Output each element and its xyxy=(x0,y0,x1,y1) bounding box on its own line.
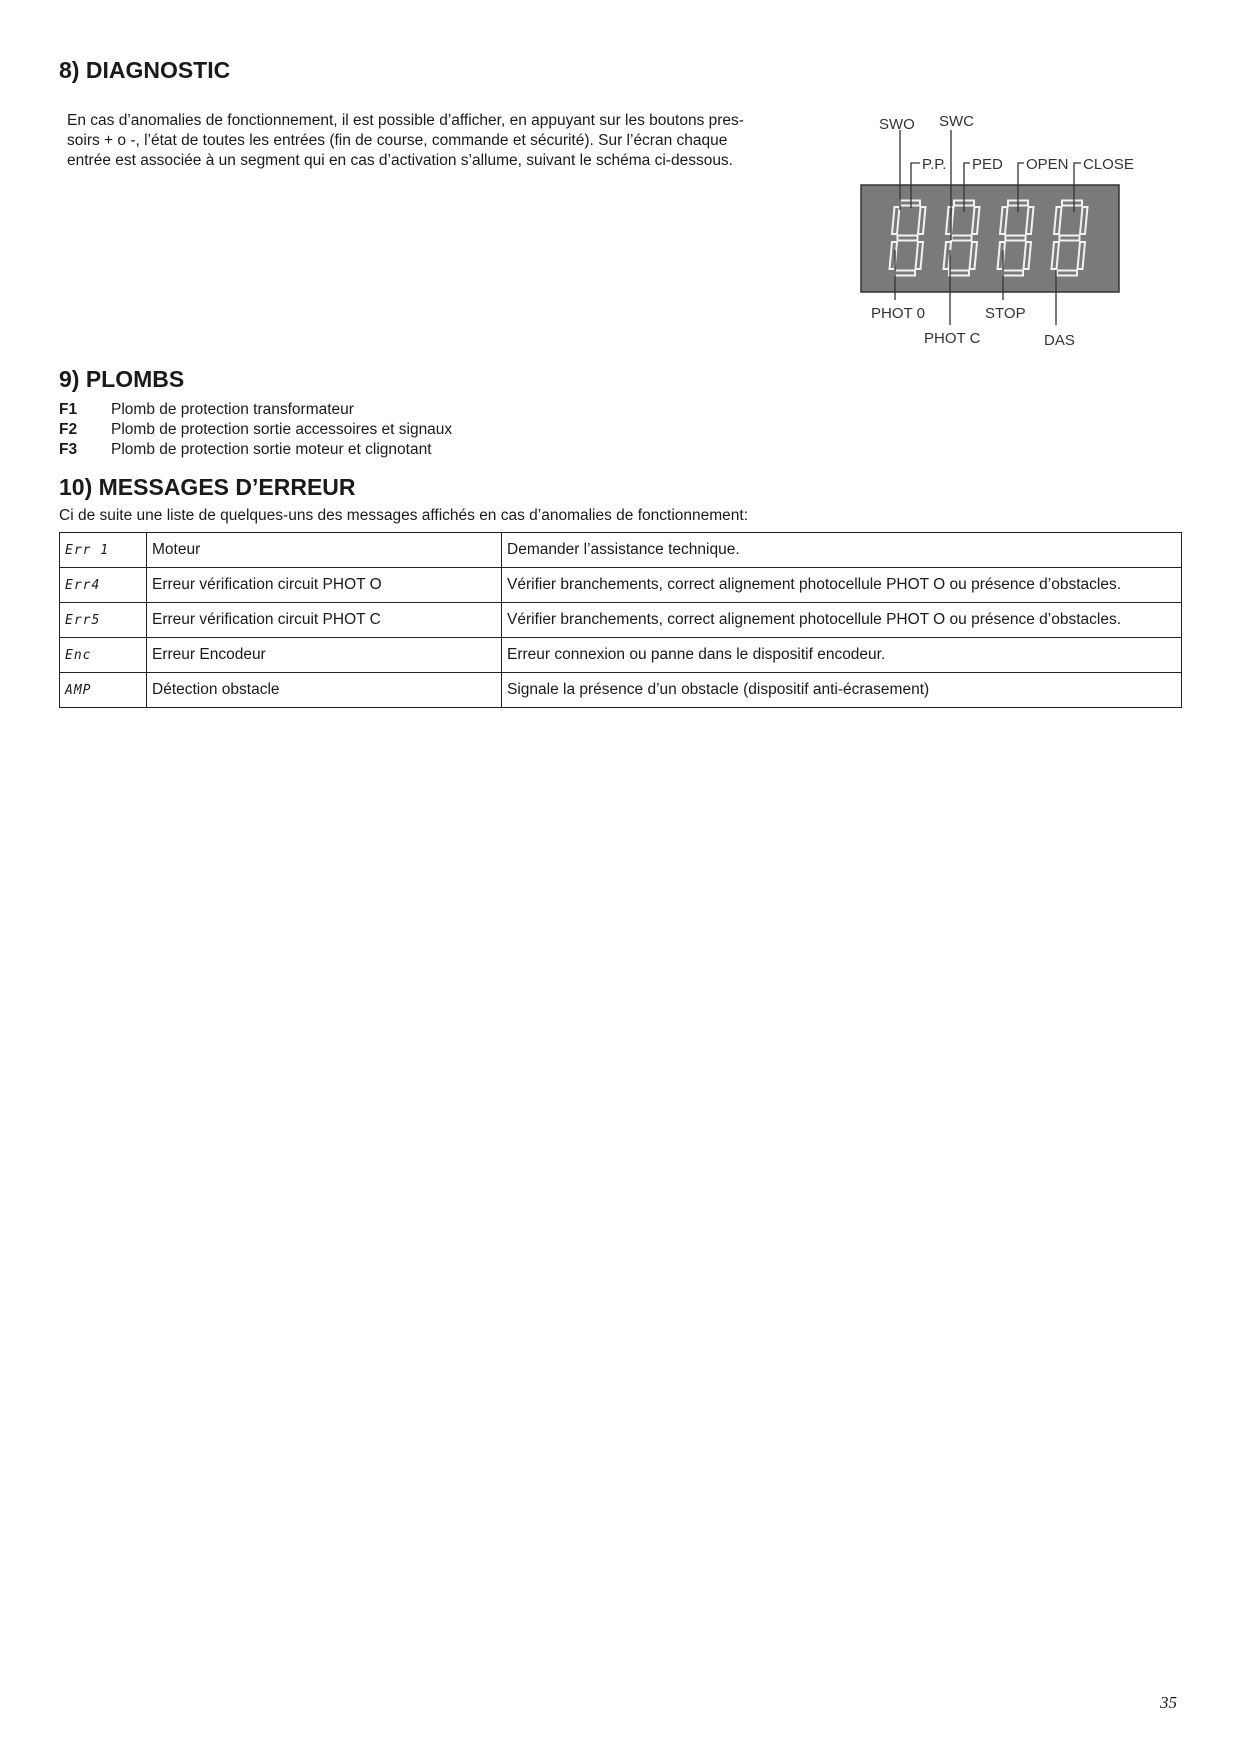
fuse-item xyxy=(59,440,452,460)
error-action: Vérifier branchements, correct alignement photocellule PHOT O ou présence d’obstacles. xyxy=(502,568,1182,603)
table-row xyxy=(60,638,1182,673)
table-row xyxy=(60,568,1182,603)
label-pp: P.P. xyxy=(922,156,947,173)
table-row xyxy=(60,603,1182,638)
fuse-text: Plomb de protection sortie accessoires et signaux xyxy=(111,421,453,438)
fuse-code: F1 xyxy=(59,401,78,418)
fuse-item xyxy=(59,400,452,420)
label-close: CLOSE xyxy=(1083,156,1134,173)
error-name: Détection obstacle xyxy=(147,673,502,708)
paragraph-line: entrée est associée à un segment qui en cas d’activation s’allume, suivant le schéma ci-dessous. xyxy=(67,152,733,169)
section-8-title: 8) DIAGNOSTIC xyxy=(59,57,231,83)
fuse-text: Plomb de protection sortie moteur et clignotant xyxy=(111,441,432,458)
error-table xyxy=(59,532,1182,708)
label-phot0: PHOT 0 xyxy=(871,305,925,322)
table-row xyxy=(60,533,1182,568)
section-10-title: 10) MESSAGES D’ERREUR xyxy=(59,474,356,500)
error-code: Err4 xyxy=(60,568,147,603)
error-name: Moteur xyxy=(147,533,502,568)
fuse-code: F2 xyxy=(59,421,78,438)
error-name: Erreur vérification circuit PHOT C xyxy=(147,603,502,638)
error-code: AMP xyxy=(60,673,147,708)
table-row xyxy=(60,673,1182,708)
error-action: Erreur connexion ou panne dans le dispositif encodeur. xyxy=(502,638,1182,673)
label-ped: PED xyxy=(972,156,1003,173)
error-action: Demander l’assistance technique. xyxy=(502,533,1182,568)
label-photc: PHOT C xyxy=(924,330,981,347)
error-action: Vérifier branchements, correct alignement photocellule PHOT O ou présence d’obstacles. xyxy=(502,603,1182,638)
error-name: Erreur vérification circuit PHOT O xyxy=(147,568,502,603)
paragraph-line: soirs + o -, l’état de toutes les entrées (fin de course, commande et sécurité). Sur l’écran chaque xyxy=(67,132,728,149)
error-intro: Ci de suite une liste de quelques-uns des messages affichés en cas d’anomalies de fonctionnement: xyxy=(59,507,749,524)
label-swo: SWO xyxy=(879,116,915,133)
label-swc: SWC xyxy=(939,113,974,130)
paragraph-line: En cas d’anomalies de fonctionnement, il est possible d’afficher, en appuyant sur les boutons pres- xyxy=(67,112,744,129)
fuse-list xyxy=(59,400,452,460)
label-stop: STOP xyxy=(985,305,1026,322)
section-9-title: 9) PLOMBS xyxy=(59,366,185,392)
diagnostic-paragraph xyxy=(67,111,827,171)
fuse-code: F3 xyxy=(59,441,78,458)
error-code: Err5 xyxy=(60,603,147,638)
label-das: DAS xyxy=(1044,332,1075,349)
fuse-item xyxy=(59,420,452,440)
segment-display-diagram xyxy=(860,110,1150,360)
error-name: Erreur Encodeur xyxy=(147,638,502,673)
error-action: Signale la présence d’un obstacle (dispositif anti-écrasement) xyxy=(502,673,1182,708)
error-code: Enc xyxy=(60,638,147,673)
fuse-text: Plomb de protection transformateur xyxy=(111,401,354,418)
page-number: 35 xyxy=(1160,1693,1177,1712)
error-code: Err 1 xyxy=(60,533,147,568)
label-open: OPEN xyxy=(1026,156,1069,173)
